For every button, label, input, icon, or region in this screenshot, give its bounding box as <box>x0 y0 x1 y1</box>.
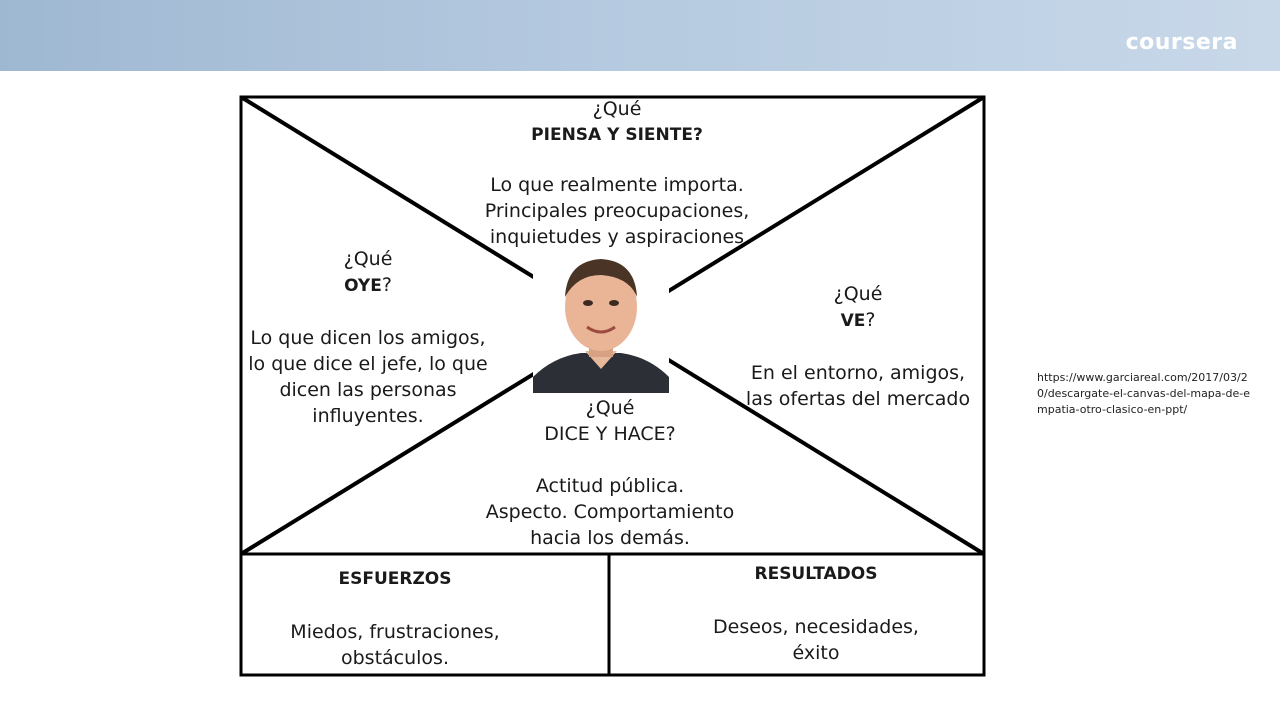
oye-line-1: Lo que dicen los amigos, <box>250 327 486 349</box>
piensa-line-3: inquietudes y aspiraciones <box>489 226 745 248</box>
oye-title: OYE <box>344 276 382 296</box>
esfuerzos-title: ESFUERZOS <box>338 569 452 589</box>
dice-question: ¿Qué <box>585 397 635 419</box>
coursera-logo: coursera <box>1125 30 1238 55</box>
dice-line-1: Actitud pública. <box>535 475 685 497</box>
esfuerzos-body <box>270 619 520 671</box>
piensa-line-1: Lo que realmente importa. <box>490 174 744 196</box>
ve-line-1: En el entorno, amigos, <box>750 362 966 384</box>
oye-mark: ? <box>381 274 392 296</box>
ve-question: ¿Qué <box>833 283 883 305</box>
piensa-section <box>470 96 764 250</box>
dice-section <box>478 395 742 551</box>
ve-section <box>738 281 978 412</box>
resultados-title: RESULTADOS <box>754 564 878 584</box>
dice-line-3: hacia los demás. <box>530 527 690 549</box>
esfuerzos-line-2: obstáculos. <box>340 647 449 669</box>
dice-title: DICE Y HACE? <box>544 423 676 445</box>
resultados-line-1: Deseos, necesidades, <box>713 616 919 638</box>
piensa-line-2: Principales preocupaciones, <box>484 200 750 222</box>
source-link[interactable]: https://www.garciareal.com/2017/03/20/descargate-el-canvas-del-mapa-de-empatia-otro-clasico-en-ppt/ <box>1037 371 1250 416</box>
ve-title: VE <box>840 311 866 331</box>
resultados-section <box>690 561 942 587</box>
oye-section <box>248 246 488 429</box>
resultados-body <box>690 614 942 666</box>
oye-question: ¿Qué <box>343 248 393 270</box>
oye-line-3: dicen las personas <box>279 379 457 401</box>
piensa-question: ¿Qué <box>592 98 642 120</box>
piensa-title: PIENSA Y SIENTE? <box>531 125 703 145</box>
ve-line-2: las ofertas del mercado <box>745 388 971 410</box>
dice-line-2: Aspecto. Comportamiento <box>485 501 735 523</box>
resultados-line-2: éxito <box>792 642 840 664</box>
esfuerzos-line-1: Miedos, frustraciones, <box>290 621 500 643</box>
person-avatar <box>533 245 669 393</box>
oye-line-2: lo que dice el jefe, lo que <box>248 353 488 375</box>
esfuerzos-section <box>270 566 520 592</box>
ve-mark: ? <box>865 309 876 331</box>
oye-line-4: influyentes. <box>312 405 424 427</box>
